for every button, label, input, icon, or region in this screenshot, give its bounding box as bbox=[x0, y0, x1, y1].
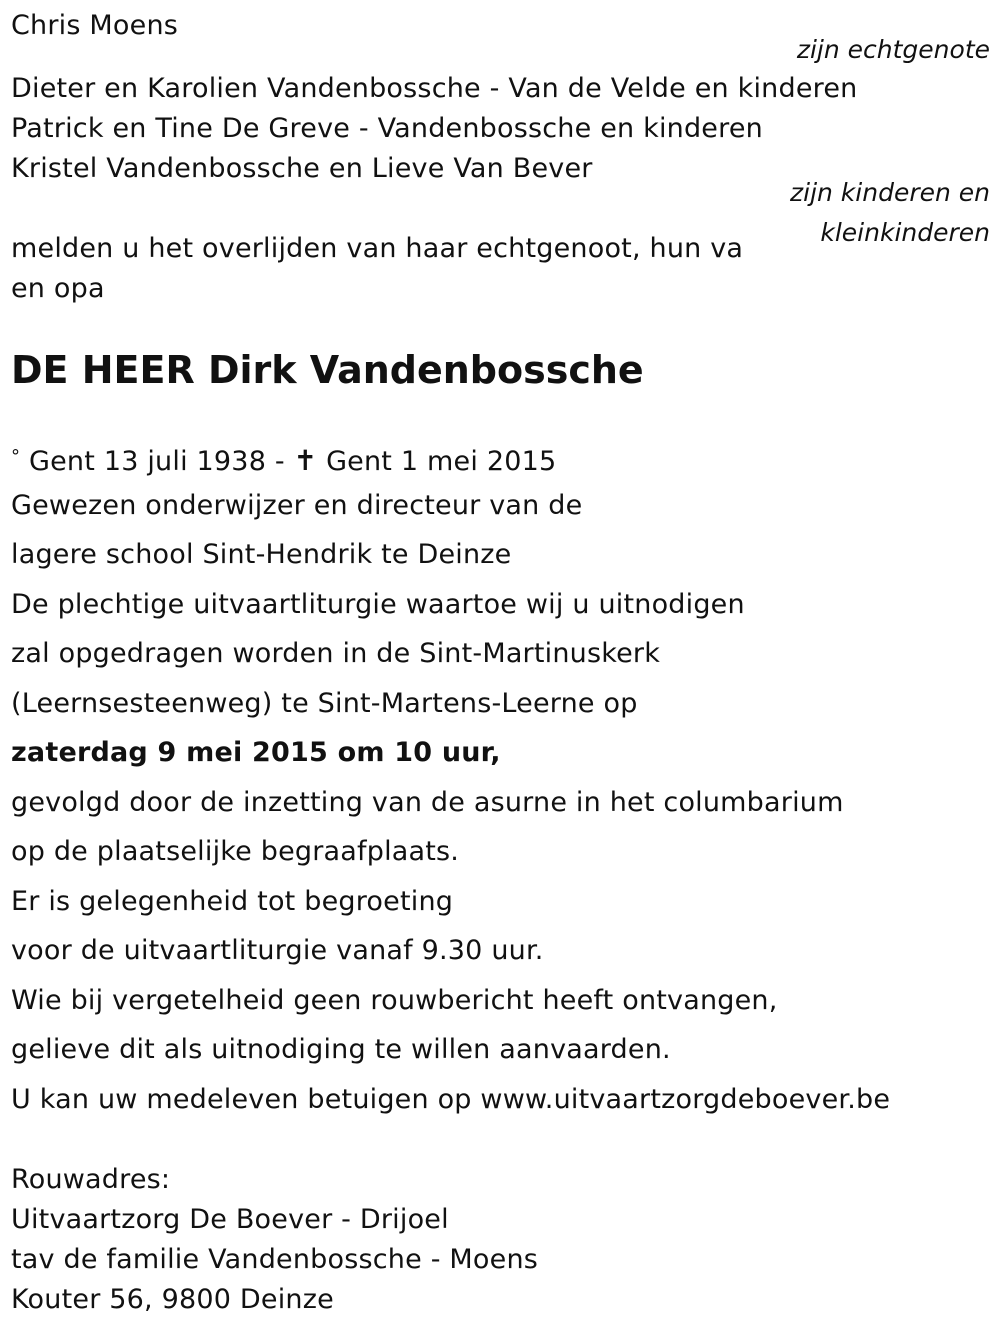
children-role-line-2: kleinkinderen bbox=[820, 218, 990, 247]
address-line-2: tav de familie Vandenbossche - Moens bbox=[11, 1244, 539, 1275]
body2-line-4: voor de uitvaartliturgie vanaf 9.30 uur. bbox=[11, 935, 544, 966]
spouse-name: Chris Moens bbox=[11, 10, 179, 41]
announcement-line-2: en opa bbox=[11, 273, 105, 304]
spouse-role: zijn echtgenote bbox=[796, 35, 990, 64]
cross-icon: ✝ bbox=[293, 444, 318, 477]
body2-line-1: gevolgd door de inzetting van de asurne in het columbarium bbox=[11, 787, 844, 818]
body2-line-5: Wie bij vergetelheid geen rouwbericht heeft ontvangen, bbox=[11, 985, 778, 1016]
body2-line-3: Er is gelegenheid tot begroeting bbox=[11, 886, 454, 917]
body2-line-2: op de plaatselijke begraafplaats. bbox=[11, 836, 460, 867]
birth-symbol: ° bbox=[11, 446, 21, 467]
body-line-2: lagere school Sint-Hendrik te Deinze bbox=[11, 539, 512, 570]
address-line-3: Kouter 56, 9800 Deinze bbox=[11, 1284, 334, 1315]
life-dates bbox=[11, 437, 556, 482]
address-line-1: Uitvaartzorg De Boever - Drijoel bbox=[11, 1204, 449, 1235]
address-label: Rouwadres: bbox=[11, 1164, 171, 1195]
service-date: zaterdag 9 mei 2015 om 10 uur, bbox=[11, 737, 501, 768]
body2-line-6: gelieve dit als uitnodiging te willen aanvaarden. bbox=[11, 1034, 671, 1065]
body2-line-7: U kan uw medeleven betuigen op www.uitvaartzorgdeboever.be bbox=[11, 1084, 891, 1115]
children-line-1: Dieter en Karolien Vandenbossche - Van de Velde en kinderen bbox=[11, 73, 858, 104]
children-role-line-1: zijn kinderen en bbox=[790, 178, 990, 207]
announcement-line-1: melden u het overlijden van haar echtgenoot, hun va bbox=[11, 233, 744, 264]
children-line-3: Kristel Vandenbossche en Lieve Van Bever bbox=[11, 153, 593, 184]
birth-date: Gent 13 juli 1938 - bbox=[29, 446, 285, 477]
body-line-5: (Leernsesteenweg) te Sint-Martens-Leerne op bbox=[11, 688, 638, 719]
body-line-3: De plechtige uitvaartliturgie waartoe wij u uitnodigen bbox=[11, 589, 745, 620]
body-line-1: Gewezen onderwijzer en directeur van de bbox=[11, 490, 583, 521]
children-line-2: Patrick en Tine De Greve - Vandenbossche en kinderen bbox=[11, 113, 763, 144]
deceased-title: DE HEER Dirk Vandenbossche bbox=[11, 348, 644, 392]
body-line-4: zal opgedragen worden in de Sint-Martinuskerk bbox=[11, 638, 661, 669]
death-date: Gent 1 mei 2015 bbox=[326, 446, 557, 477]
